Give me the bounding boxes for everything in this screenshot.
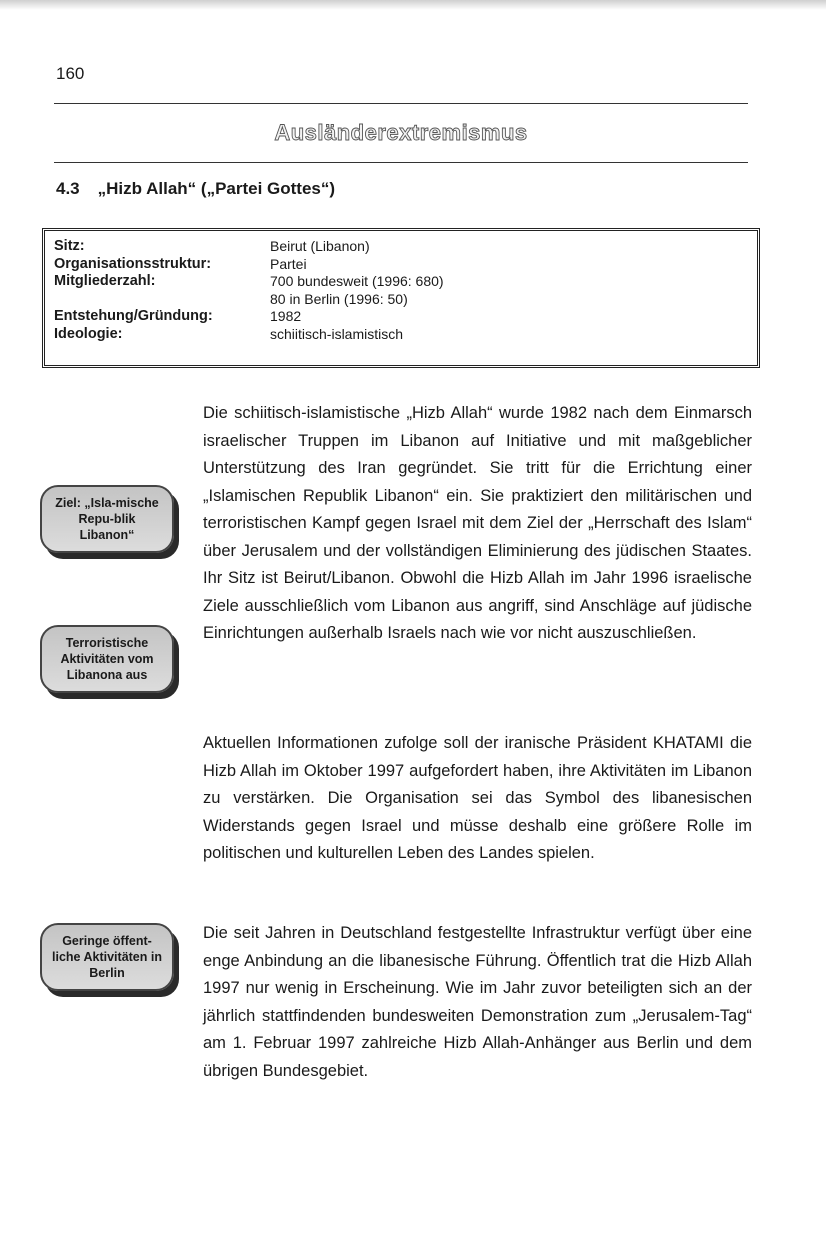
marginal-note: Ziel: „Isla-mische Repu-blik Libanon“ xyxy=(40,485,174,553)
marginal-note: Terroristische Aktivitäten vom Libanona aus xyxy=(40,625,174,693)
fact-key: Organisationsstruktur: xyxy=(54,255,212,272)
section-number: 4.3 xyxy=(56,179,80,198)
fact-key: Entstehung/Gründung: xyxy=(54,308,213,324)
section-title: „Hizb Allah“ („Partei Gottes“) xyxy=(97,179,336,198)
fact-row xyxy=(54,308,444,326)
fact-value: schiitisch-islamistisch xyxy=(270,325,404,342)
fact-row xyxy=(54,291,444,309)
section-heading xyxy=(56,179,353,199)
fact-table xyxy=(54,238,444,343)
fact-row xyxy=(54,256,444,274)
fact-row xyxy=(54,238,444,256)
fact-value: Beirut (Libanon) xyxy=(270,238,370,254)
fact-key: Ideologie: xyxy=(54,325,123,342)
page-number: 160 xyxy=(56,64,85,83)
body-paragraph: Die schiitisch-islamistische „Hizb Allah“ wurde 1982 nach dem Einmarsch israelischer Truppen im Libanon auf Initiative und mit maßgeblicher Unterstützung des Iran gegründet. Sie tritt für die Errichtung einer „Islamischen Republik Libanon“ ein. Sie praktiziert den militärischen und terroristischen Kampf gegen Israel mit dem Ziel der „Herrschaft des Islam“ über Jerusalem und der vollständigen Eliminierung des jüdischen Staates. Ihr Sitz ist Beirut/Libanon. Obwohl die Hizb Allah im Jahr 1996 israelische Ziele ausschließlich vom Libanon aus angriff, sind Anschläge auf jüdische Einrichtungen außerhalb Israels nach wie vor nicht auszuschließen. xyxy=(203,404,752,642)
fact-value: Partei xyxy=(270,255,307,272)
fact-box xyxy=(42,228,760,368)
scan-edge xyxy=(0,0,826,10)
fact-value: 1982 xyxy=(270,308,302,324)
fact-key: Sitz: xyxy=(54,238,85,254)
fact-row xyxy=(54,326,444,344)
fact-value: 80 in Berlin (1996: 50) xyxy=(270,290,408,307)
header-rule-top xyxy=(54,103,748,104)
running-head: Ausländerextremismus xyxy=(274,120,528,145)
fact-value: 700 bundesweit (1996: 680) xyxy=(270,273,444,289)
fact-key: Mitgliederzahl: xyxy=(54,273,156,289)
header-rule-bottom xyxy=(54,162,748,163)
body-paragraph: Die seit Jahren in Deutschland festgestellte Infrastruktur verfügt über eine enge Anbindung an die libanesische Führung. Öffentlich trat die Hizb Allah 1997 nur wenig in Erscheinung. Wie im Jahr zuvor beteiligten sich an der jährlich stattfindenden bundesweiten Demonstration zum „Jerusalem-Tag“ am 1. Februar 1997 zahlreiche Hizb Allah-Anhänger aus Berlin und dem übrigen Bundesgebiet. xyxy=(203,924,752,1080)
body-paragraph: Aktuellen Informationen zufolge soll der iranische Präsident KHATAMI die Hizb Allah im Oktober 1997 aufgefordert haben, ihre Aktivitäten im Libanon zu verstärken. Die Organisation sei das Symbol des libanesischen Widerstands gegen Israel und müsse deshalb eine größere Rolle im politischen und kulturellen Leben des Landes spielen. xyxy=(203,734,752,862)
fact-key xyxy=(54,291,270,309)
marginal-note: Geringe öffent-liche Aktivitäten in Berlin xyxy=(40,923,174,991)
fact-row xyxy=(54,273,444,291)
